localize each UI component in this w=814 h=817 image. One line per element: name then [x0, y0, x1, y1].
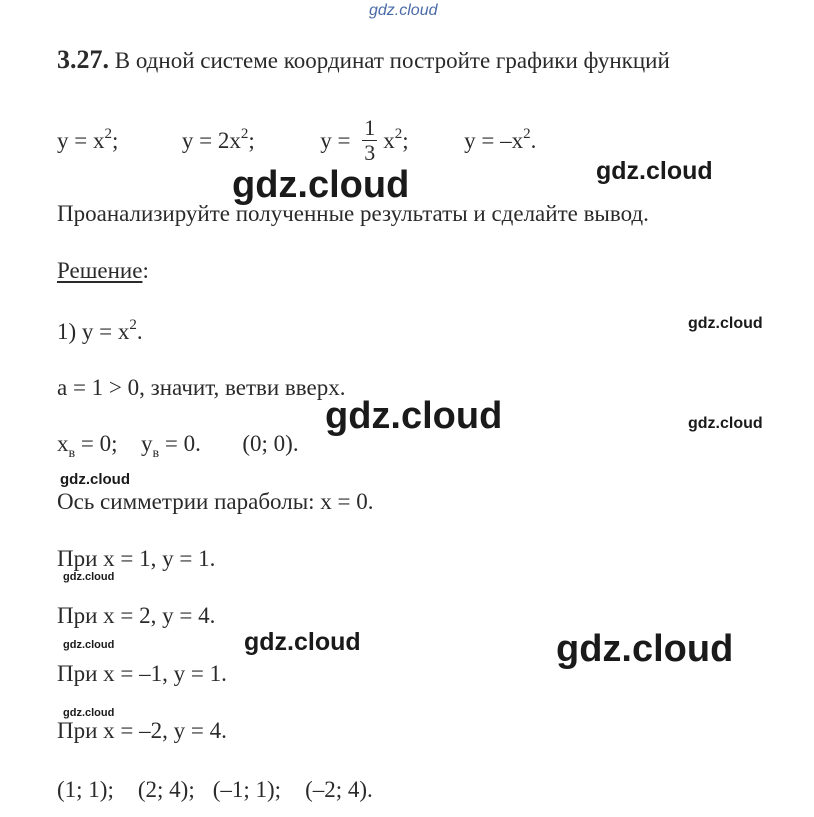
watermark-medium: gdz.cloud — [596, 157, 713, 185]
value-line-4: При x = –2, y = 4. — [57, 718, 227, 743]
solution-heading: Решение: — [57, 258, 149, 283]
value-line-1: При x = 1, y = 1. — [57, 546, 216, 571]
watermark-tiny: gdz.cloud — [63, 707, 115, 719]
watermark-small: gdz.cloud — [60, 471, 130, 488]
function-4: $y = -x^2$. — [464, 125, 537, 153]
watermark-tiny: gdz.cloud — [63, 639, 115, 651]
header-watermark: gdz.cloud — [369, 2, 438, 19]
function-2: $y = 2x^2$; — [181, 125, 255, 153]
functions-row — [57, 115, 537, 167]
branches-text: a = 1 > 0, значит, ветви вверх. — [57, 375, 346, 400]
instruction-text: Проанализируйте полученные результаты и сделайте вывод. — [57, 201, 649, 226]
watermark-large: gdz.cloud — [325, 395, 503, 437]
watermark-medium: gdz.cloud — [244, 628, 361, 656]
watermark-tiny: gdz.cloud — [63, 571, 115, 583]
function-1: $y = x^2$; — [57, 125, 119, 153]
step-1: 1) $y = x^2$. — [57, 317, 143, 344]
function-3: y = $\frac{1}{3}$ $x^2$; — [320, 115, 409, 165]
value-line-3: При x = –1, y = 1. — [57, 661, 227, 686]
problem-statement — [57, 46, 670, 75]
value-line-2: При x = 2, y = 4. — [57, 603, 216, 628]
fraction-one-third: $\frac{1}{3}$ — [364, 115, 376, 165]
problem-number: 3.27. — [57, 45, 109, 74]
watermark-small: gdz.cloud — [688, 415, 763, 432]
watermark-large: gdz.cloud — [556, 628, 734, 670]
vertex-point: (0; 0). — [242, 431, 299, 456]
points-row: (1; 1); (2; 4); (–1; 1); (–2; 4). — [57, 777, 373, 802]
watermark-large: gdz.cloud — [232, 164, 410, 206]
problem-text: В одной системе координат постройте графики функций — [109, 48, 670, 73]
solution-label: Решение — [57, 258, 143, 283]
axis-text: Ось симметрии параболы: x = 0. — [57, 489, 374, 514]
vertex-line: $x_в = 0$; $y_в = 0$. (0; 0). — [57, 431, 299, 461]
watermark-small: gdz.cloud — [688, 315, 763, 332]
